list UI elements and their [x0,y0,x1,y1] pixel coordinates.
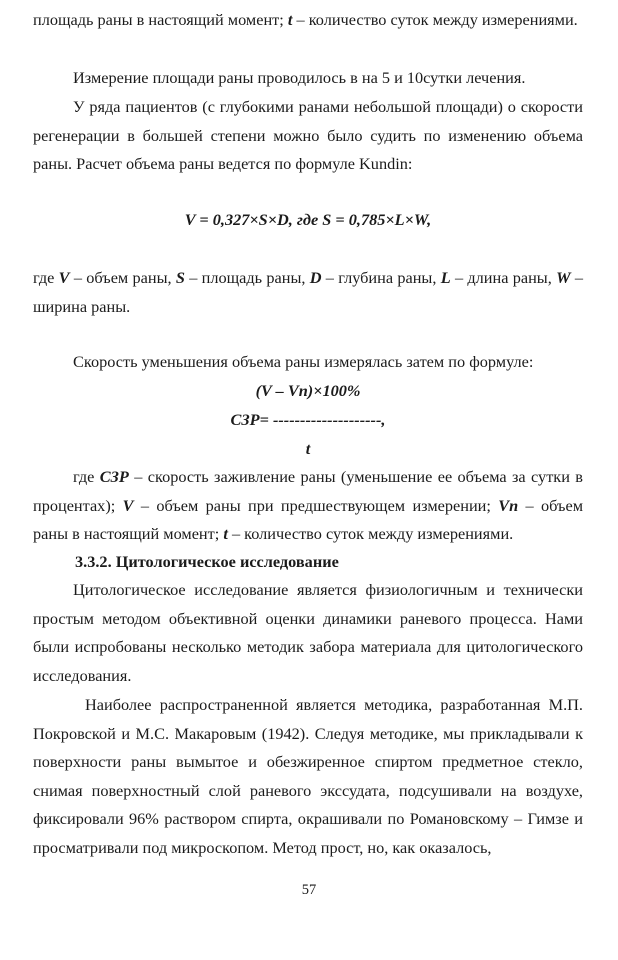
text-run: – количество суток между измерениями. [292,10,578,29]
symbol-v: V [58,268,70,287]
text-run: – площадь раны, [184,268,310,287]
formula-legend-volume [33,264,583,321]
text-run: площадь раны в настоящий момент; [33,10,288,29]
paragraph-rate-intro: Скорость уменьшения объема раны измерялась затем по формуле: [73,352,534,371]
formula-kundin: V = 0,327×S×D, где S = 0,785×L×W, [184,210,432,229]
formula-legend-rate [33,463,583,549]
text-run: где [33,268,59,287]
symbol-s: S [175,268,185,287]
symbol-szr: СЗР [99,467,129,486]
text-run: где [73,467,100,486]
text-run: – длина раны, [450,268,557,287]
paragraph-cytology-method: Наиболее распространенной является методика, разработанная М.П. Покровской и М.С. Макаровым (1942). Следуя методике, мы прикладывали к поверхности раны вымытое и обезжиренное спиртом предметное стекло, снимая поверхностный слой раневого экссудата, подсушивали на воздухе, фиксировали 96% раствором спирта, окрашивали по Романовскому – Гимзе и просматривали под микроскопом. Метод прост, но, как оказалось, [33,695,583,857]
page-number: 57 [301,882,317,898]
paragraph-continuation [33,6,583,35]
symbol-vn: Vn [498,495,519,515]
text-run: – объем раны при предшествующем измерении; [133,495,499,515]
symbol-w: W [556,268,571,287]
symbol-t: t [287,10,293,29]
paragraph-volume-intro: У ряда пациентов (с глубокими ранами небольшой площади) о скорости регенерации в большей степени можно было судить по изменению объема раны. Расчет объема раны ведется по формуле Kundin: [33,97,583,174]
text-run: – глубина раны, [321,268,441,287]
symbol-l: L [440,268,451,287]
section-heading: 3.3.2. Цитологическое исследование [75,552,339,571]
text-run: – объем раны, [69,268,176,287]
formula-rate-lhs: СЗР= --------------------, [230,410,386,429]
paragraph-cytology-intro: Цитологическое исследование является физиологичным и технически простым методом объективной оценки динамики раневого процесса. Нами были испробованы несколько методик забора материала для цитологического исследования. [33,580,583,685]
text-run: – объем раны в настоящий момент; [33,495,583,544]
text-run: – количество суток между измерениями. [227,524,514,544]
formula-rate-numerator: (V – Vn)×100% [255,381,361,400]
text-run: – ширина раны. [33,268,583,316]
paragraph-measurement-days: Измерение площади раны проводилось в на 5 и 10сутки лечения. [73,68,526,87]
symbol-t: t [223,524,228,544]
formula-rate-denominator: t [305,439,311,458]
symbol-v: V [122,495,134,515]
symbol-d: D [309,268,322,287]
text-run: – скорость заживление раны (уменьшение ее объема за сутки в процентах); [33,467,583,515]
